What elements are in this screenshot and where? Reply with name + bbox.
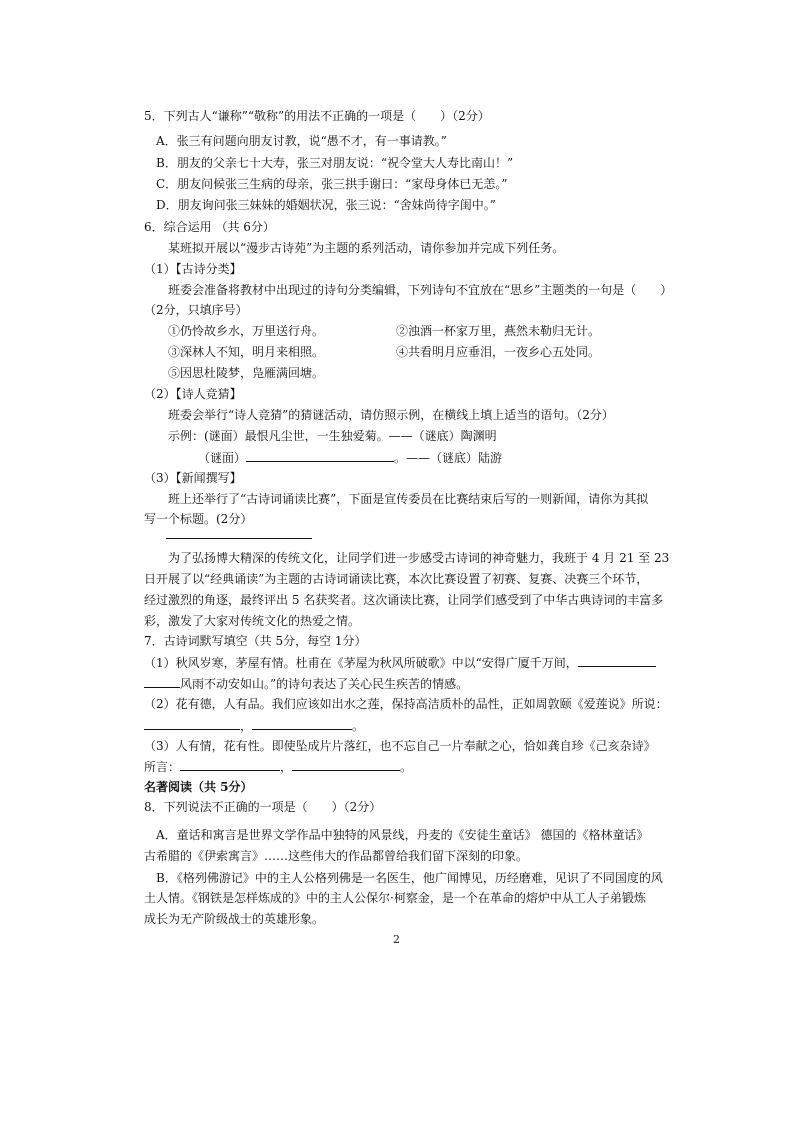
q7-sub1-blank[interactable] bbox=[578, 654, 656, 667]
q6-option-5: ⑤因思杜陵梦，凫雁满回塘。 bbox=[168, 366, 325, 380]
q7-sub2-blank-2[interactable] bbox=[252, 717, 352, 730]
q6-part3-title: （3）【新闻撰写】 bbox=[144, 471, 242, 485]
q6-part2-title: （2）【诗人竞猜】 bbox=[144, 387, 242, 401]
q5-stem: 5．下列古人“谦称”“敬称”的用法不正确的一项是（ ）（2分） bbox=[144, 109, 490, 123]
q7-sub2-end: 。 bbox=[352, 719, 365, 733]
news-line-3: 经过激烈的角逐，最终评出 5 名获奖者。这次诵读比赛，让同学们感受到了中华古典诗词的丰富多 bbox=[144, 593, 664, 607]
q7-sub1-text-cont: 风雨不动安如山。”的诗句表达了关心民生疾苦的情感。 bbox=[180, 677, 469, 691]
q7-stem: 7．古诗词默写填空（共 5分，每空 1分） bbox=[144, 634, 367, 648]
q6-part1-line2: （2分，只填序号） bbox=[144, 303, 248, 317]
q7-sub1-line2 bbox=[144, 675, 468, 691]
q6-part2-example: 示例：(谜面）最恨凡尘世，一生独爱菊。——（谜底）陶渊明 bbox=[168, 429, 497, 443]
news-line-4: 彩，激发了大家对传统文化的热爱之情。 bbox=[144, 614, 361, 628]
q5-option-d: D．朋友询问张三妹妹的婚姻状况，张三说：“舍妹尚待字闺中。” bbox=[156, 198, 496, 212]
q8-option-b-line2: 土人情。《钢铁是怎样炼成的》中的主人公保尔·柯察金，是一个在革命的熔炉中从工人子弟锻炼 bbox=[144, 891, 646, 905]
q6-stem: 6．综合运用 （共 6分） bbox=[144, 220, 275, 234]
q7-sub3-label: 所言： bbox=[144, 760, 181, 774]
q7-sub3-blank-1[interactable] bbox=[180, 758, 280, 771]
q5-option-a: A．张三有问题向朋友讨教，说“愚不才，有一事请教。” bbox=[156, 134, 447, 148]
q5-option-b: B．朋友的父亲七十大寿，张三对朋友说：“祝令堂大人寿比南山！” bbox=[156, 156, 514, 170]
page-number: 2 bbox=[393, 933, 400, 946]
q7-sub2-line1: （2）花有德，人有品。我们应该如出水之莲，保持高洁质朴的品性，正如周敦颐《爱莲说》所说： bbox=[144, 697, 668, 711]
q7-sub1-text: （1）秋风岁寒，茅屋有情。杜甫在《茅屋为秋风所破歌》中以“安得广厦千万间， bbox=[144, 656, 578, 670]
q6-part3-line1: 班上还举行了“古诗词诵读比赛”，下面是宣传委员在比赛结束后写的一则新闻，请你为其拟 bbox=[168, 492, 649, 506]
riddle-answer-blank[interactable] bbox=[246, 449, 394, 462]
riddle-answer-label: 。——（谜底）陆游 bbox=[394, 451, 503, 465]
q6-option-2: ②浊酒一杯家万里，燕然未勒归无计。 bbox=[396, 324, 601, 338]
q6-part3-line2: 写一个标题。(2分） bbox=[144, 512, 253, 526]
q6-option-4: ④共看明月应垂泪，一夜乡心五处同。 bbox=[396, 345, 601, 359]
q6-intro: 某班拟开展以“漫步古诗苑”为主题的系列活动，请你参加并完成下列任务。 bbox=[168, 241, 565, 255]
q6-option-3: ③深林人不知，明月来相照。 bbox=[168, 345, 325, 359]
q7-sub2-line2 bbox=[144, 717, 364, 733]
section-heading: 名著阅读（共 5分） bbox=[144, 780, 253, 794]
riddle-label: （谜面） bbox=[198, 451, 247, 465]
q6-part2-blank-line bbox=[198, 449, 502, 465]
headline-blank[interactable] bbox=[166, 538, 312, 539]
q8-stem: 8．下列说法不正确的一项是（ ）（2分） bbox=[144, 800, 382, 814]
q7-sub2-blank-1[interactable] bbox=[144, 717, 240, 730]
news-line-1: 为了弘扬博大精深的传统文化，让同学们进一步感受古诗词的神奇魅力，我班于 4 月 21 至 23 bbox=[168, 551, 670, 565]
q7-sub1-line1 bbox=[144, 654, 656, 670]
q6-part2-line1: 班委会举行“诗人竞猜”的猜谜活动，请仿照示例，在横线上填上适当的语句。（2分） bbox=[168, 408, 614, 422]
q6-part1-line1: 班委会准备将教材中出现过的诗句分类编辑，下列诗句不宜放在“思乡”主题类的一句是（ ） bbox=[168, 283, 673, 297]
q7-sub3-separator: ， bbox=[280, 760, 293, 774]
q7-sub3-line1: （3）人有情，花有性。即使坠成片片落红，也不忘自己一片奉献之心，恰如龚自珍《己亥杂诗》 bbox=[144, 739, 656, 753]
q6-part1-title: （1）【古诗分类】 bbox=[144, 262, 242, 276]
q7-sub3-line2 bbox=[144, 758, 412, 774]
q7-sub1-blank-cont[interactable] bbox=[144, 675, 180, 688]
q8-option-b-line3: 成长为无产阶级战士的英雄形象。 bbox=[144, 912, 325, 926]
news-line-2: 日开展了以“经典诵读”为主题的古诗词诵读比赛，本次比赛设置了初赛、复赛、决赛三个环节， bbox=[144, 572, 649, 586]
q7-sub3-blank-2[interactable] bbox=[292, 758, 400, 771]
q7-sub3-end: 。 bbox=[400, 760, 413, 774]
q8-option-a-line1: A．童话和寓言是世界文学作品中独特的风景线，丹麦的《安徒生童话》 德国的《格林童话》 bbox=[156, 828, 649, 842]
q8-option-b-line1: B．《格列佛游记》中的主人公格列佛是一名医生，他广闻博见，历经磨难，见识了不同国度的风 bbox=[156, 871, 663, 885]
q7-sub2-separator: ， bbox=[240, 719, 253, 733]
q6-option-1: ①仍怜故乡水，万里送行舟。 bbox=[168, 324, 325, 338]
q5-option-c: C．朋友问候张三生病的母亲，张三拱手谢曰：“家母身体已无恙。” bbox=[156, 177, 508, 191]
q8-option-a-line2: 古希腊的《伊索寓言》……这些伟大的作品都曾给我们留下深刻的印象。 bbox=[144, 849, 529, 863]
